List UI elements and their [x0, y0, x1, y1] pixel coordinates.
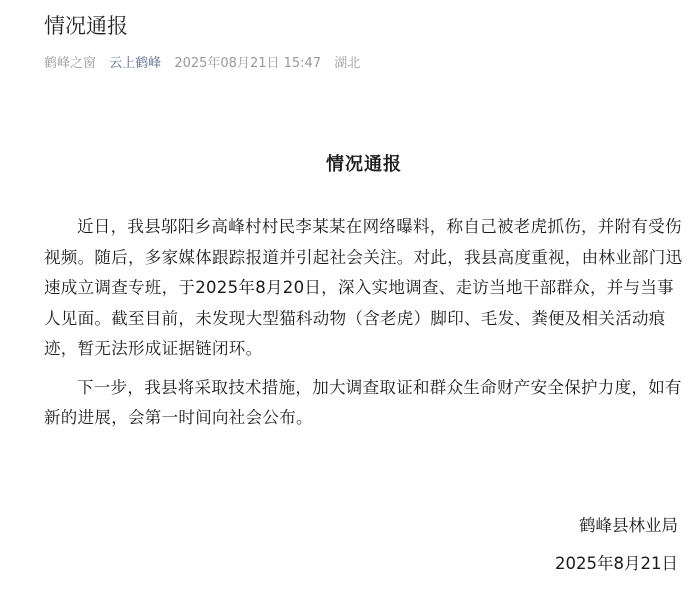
- account-name-link[interactable]: 云上鹤峰: [109, 56, 162, 71]
- article-body: [44, 150, 684, 442]
- signature-org: 鹤峰县林业局: [579, 516, 678, 535]
- paragraph-2: 下一步，我县将采取技术措施，加大调查取证和群众生命财产安全保护力度，如有新的进展，会第一时间向社会公布。: [44, 377, 682, 427]
- notice-heading: 情况通报: [326, 154, 402, 175]
- signature-date: 2025年8月21日: [555, 554, 678, 573]
- article-header: [44, 10, 680, 73]
- paragraph-1: 近日，我县邬阳乡高峰村村民李某某在网络曝料，称自己被老虎抓伤，并附有受伤视频。随后，多家媒体跟踪报道并引起社会关注。对此，我县高度重视，由林业部门迅速成立调查专班，于2025年8月20日，深入实地调查、走访当地干部群众，并与当事人见面。截至目前，未发现大型猫科动物（含老虎）脚印、毛发、粪便及相关活动痕迹，暂无法形成证据链闭环。: [44, 217, 683, 358]
- meta-datetime: 2025年08月21日 15:47: [174, 56, 322, 71]
- meta-source: 鹤峰之窗: [44, 56, 97, 71]
- article-meta: [44, 55, 680, 73]
- article-title: 情况通报: [44, 14, 128, 38]
- meta-location: 湖北: [334, 56, 361, 71]
